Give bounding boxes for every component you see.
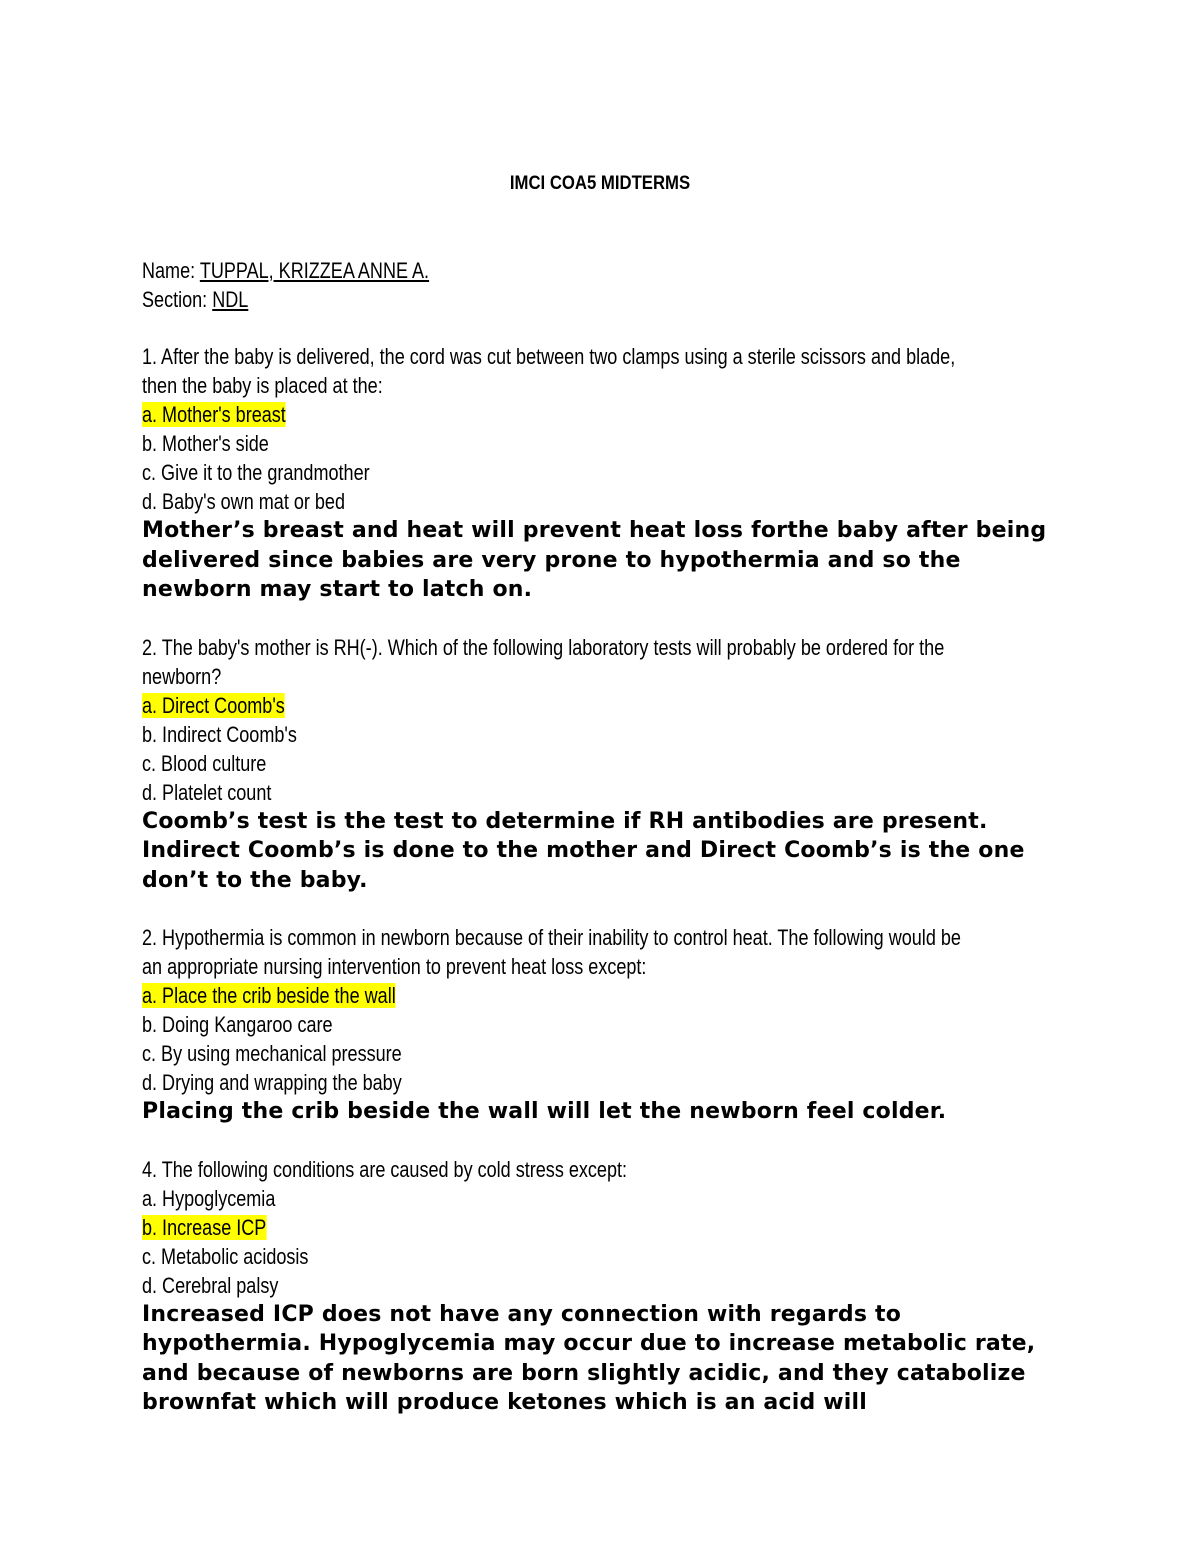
option-d xyxy=(142,1271,896,1300)
option-b xyxy=(142,1213,896,1242)
spacer xyxy=(142,314,1062,342)
option-text: b. Indirect Coomb's xyxy=(142,721,297,747)
question-stem: 2. Hypothermia is common in newborn because of their inability to control heat. The following would be xyxy=(142,925,961,950)
question-stem: newborn? xyxy=(142,663,222,689)
question-stem: then the baby is placed at the: xyxy=(142,373,383,398)
option-c xyxy=(142,749,896,778)
name-label: Name: xyxy=(142,258,200,283)
option-text: c. Blood culture xyxy=(142,750,267,776)
option-c xyxy=(142,1242,896,1271)
option-d xyxy=(142,487,896,516)
document-body xyxy=(142,256,1062,1418)
answer-highlight: a. Mother's breast xyxy=(142,402,286,427)
question-stem: 2. The baby's mother is RH(-). Which of the following laboratory tests will probably be ordered for the xyxy=(142,634,945,660)
option-d xyxy=(142,778,896,807)
answer-explanation: Mother’s breast and heat will prevent heat loss forthe baby after being delivered since babies are very prone to hypothermia and so the newborn may start to latch on. xyxy=(142,518,1047,602)
option-a xyxy=(142,1184,896,1213)
spacer xyxy=(142,895,1062,923)
answer-highlight: b. Increase ICP xyxy=(142,1214,267,1240)
option-text: d. Platelet count xyxy=(142,779,272,805)
option-text: c. Metabolic acidosis xyxy=(142,1243,309,1269)
option-text: d. Baby's own mat or bed xyxy=(142,489,346,514)
option-a xyxy=(142,400,896,429)
option-b xyxy=(142,720,896,749)
question-4 xyxy=(142,1155,1062,1418)
name-line xyxy=(142,256,896,285)
answer-highlight: a. Place the crib beside the wall xyxy=(142,983,396,1008)
option-text: b. Mother's side xyxy=(142,431,269,456)
question-1 xyxy=(142,342,1062,605)
answer-explanation: Coomb’s test is the test to determine if RH antibodies are present. Indirect Coomb’s is done to the mother and Direct Coomb’s is the one don’t to the baby. xyxy=(142,808,1025,893)
section-label: Section: xyxy=(142,287,213,312)
option-a xyxy=(142,691,896,720)
option-b xyxy=(142,429,896,458)
answer-explanation: Increased ICP does not have any connection with regards to hypothermia. Hypoglycemia may occur due to increase metabolic rate, and because of newborns are born slightly acidic, and they catabolize brownfat which will produce ketones which is an acid will xyxy=(142,1301,1036,1415)
question-3 xyxy=(142,923,1062,1127)
option-c xyxy=(142,458,896,487)
question-stem: 4. The following conditions are caused by cold stress except: xyxy=(142,1156,628,1182)
option-c xyxy=(142,1039,896,1068)
answer-highlight: a. Direct Coomb's xyxy=(142,692,285,718)
spacer xyxy=(142,605,1062,633)
name-value: TUPPAL, KRIZZEA ANNE A. xyxy=(199,258,430,283)
spacer xyxy=(142,1127,1062,1155)
option-text: c. By using mechanical pressure xyxy=(142,1041,402,1066)
option-text: d. Drying and wrapping the baby xyxy=(142,1070,402,1095)
section-line xyxy=(142,285,896,314)
option-text: c. Give it to the grandmother xyxy=(142,460,370,485)
option-text: b. Doing Kangaroo care xyxy=(142,1012,333,1037)
document-title: IMCI COA5 MIDTERMS xyxy=(509,173,691,194)
option-text: d. Cerebral palsy xyxy=(142,1272,279,1298)
option-b xyxy=(142,1010,896,1039)
option-a xyxy=(142,981,896,1010)
option-text: a. Hypoglycemia xyxy=(142,1185,276,1211)
section-value: NDL xyxy=(212,287,249,312)
answer-explanation: Placing the crib beside the wall will let the newborn feel colder. xyxy=(142,1099,947,1124)
question-stem: an appropriate nursing intervention to prevent heat loss except: xyxy=(142,954,647,979)
question-2 xyxy=(142,633,1062,896)
option-d xyxy=(142,1068,896,1097)
question-stem: 1. After the baby is delivered, the cord was cut between two clamps using a sterile scissors and blade, xyxy=(142,344,956,369)
